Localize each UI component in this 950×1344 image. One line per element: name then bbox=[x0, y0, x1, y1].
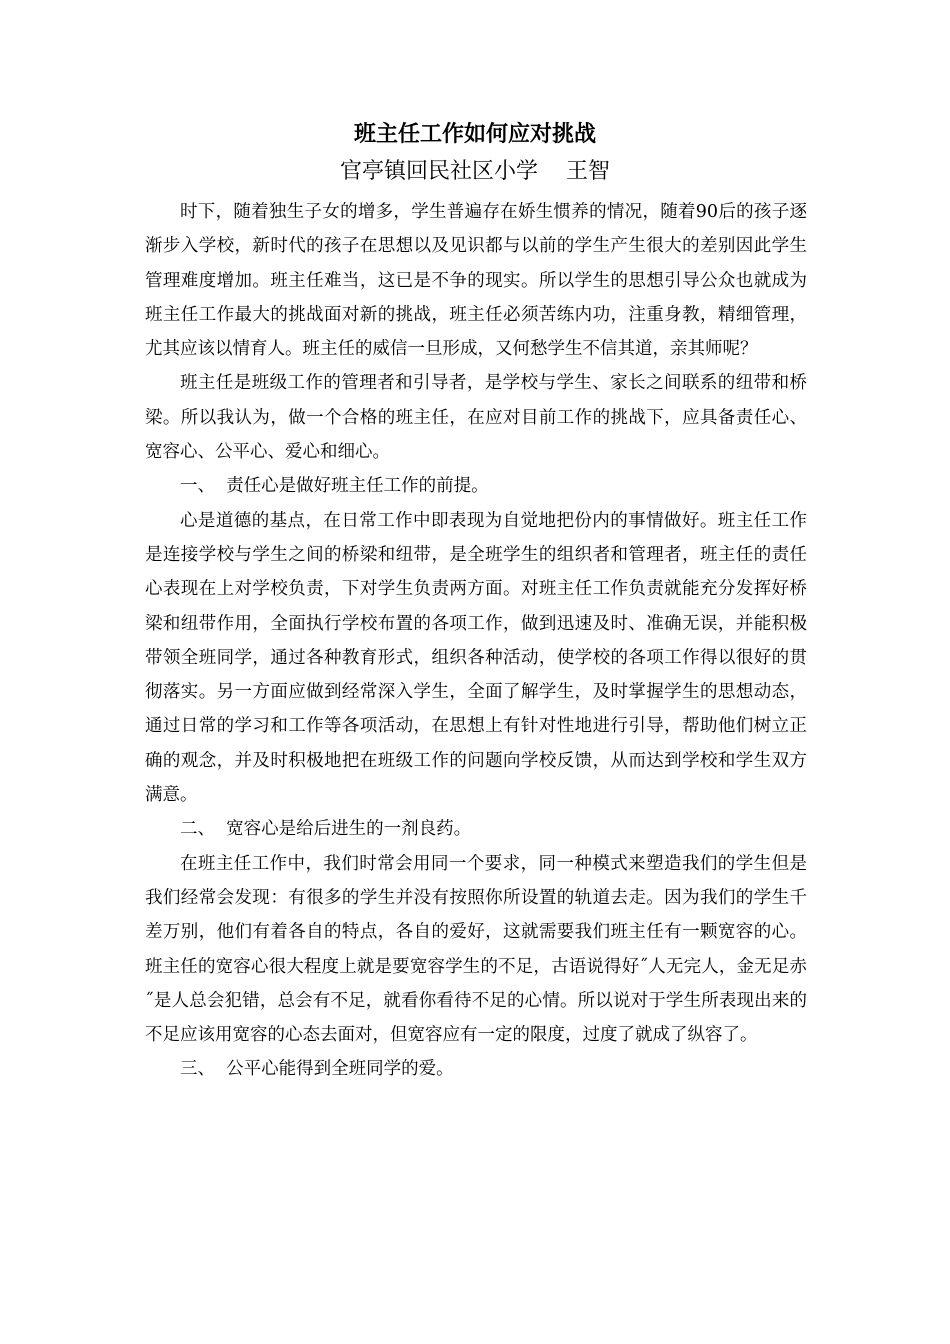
section-heading: 一、 责任心是做好班主任工作的前提。 bbox=[180, 476, 489, 497]
paragraph: 班主任是班级工作的管理者和引导者，是学校与学生、家长之间联系的纽带和桥梁。所以我认为，做一个合格的班主任，在应对目前工作的挑战下，应具备责任心、宽容心、公平心、爱心和细心。 bbox=[145, 373, 807, 463]
paragraph: 心是道德的基点，在日常工作中即表现为自觉地把份内的事情做好。班主任工作是连接学校与学生之间的桥梁和纽带，是全班学生的组织者和管理者，班主任的责任心表现在上对学校负责，下对学生负责两方面。对班主任工作负责就能充分发挥好桥梁和纽带作用，全面执行学校布置的各项工作，做到迅速及时、准确无误，并能积极带领全班同学，通过各种教育形式，组织各种活动，使学校的各项工作得以很好的贯彻落实。另一方面应做到经常深入学生，全面了解学生，及时掌握学生的思想动态，通过日常的学习和工作等各项活动，在思想上有针对性地进行引导，帮助他们树立正确的观念，并及时积极地把在班级工作的问题向学校反馈，从而达到学校和学生双方满意。 bbox=[145, 510, 807, 806]
document-byline: 官亭镇回民社区小学 王智 bbox=[340, 159, 610, 184]
paragraph: 在班主任工作中，我们时常会用同一个要求，同一种模式来塑造我们的学生但是我们经常会发现：有很多的学生并没有按照你所设置的轨道去走。因为我们的学生千差万别，他们有着各自的特点，各自的爱好，这就需要我们班主任有一颗宽容的心。班主任的宽容心很大程度上就是要宽容学生的不足，古语说得好˝人无完人，金无足赤˝是人总会犯错，总会有不足，就看你看待不足的心情。所以说对于学生所表现出来的不足应该用宽容的心态去面对，但宽容应有一定的限度，过度了就成了纵容了。 bbox=[145, 853, 807, 1046]
section-heading: 三、 公平心能得到全班同学的爱。 bbox=[180, 1059, 454, 1080]
document-body bbox=[145, 195, 807, 1087]
document-title: 班主任工作如何应对挑战 bbox=[353, 121, 596, 147]
section-heading: 二、 宽容心是给后进生的一剂良药。 bbox=[180, 819, 472, 840]
paragraph: 时下，随着独生子女的增多，学生普遍存在娇生惯养的情况，随着90后的孩子逐渐步入学校，新时代的孩子在思想以及见识都与以前的学生产生很大的差别因此学生管理难度增加。班主任难当，这已是不争的现实。所以学生的思想引导公众也就成为班主任工作最大的挑战面对新的挑战，班主任必须苦练内功，注重身教，精细管理，尤其应该以情育人。班主任的威信一旦形成，又何愁学生不信其道，亲其师呢？ bbox=[145, 202, 807, 360]
